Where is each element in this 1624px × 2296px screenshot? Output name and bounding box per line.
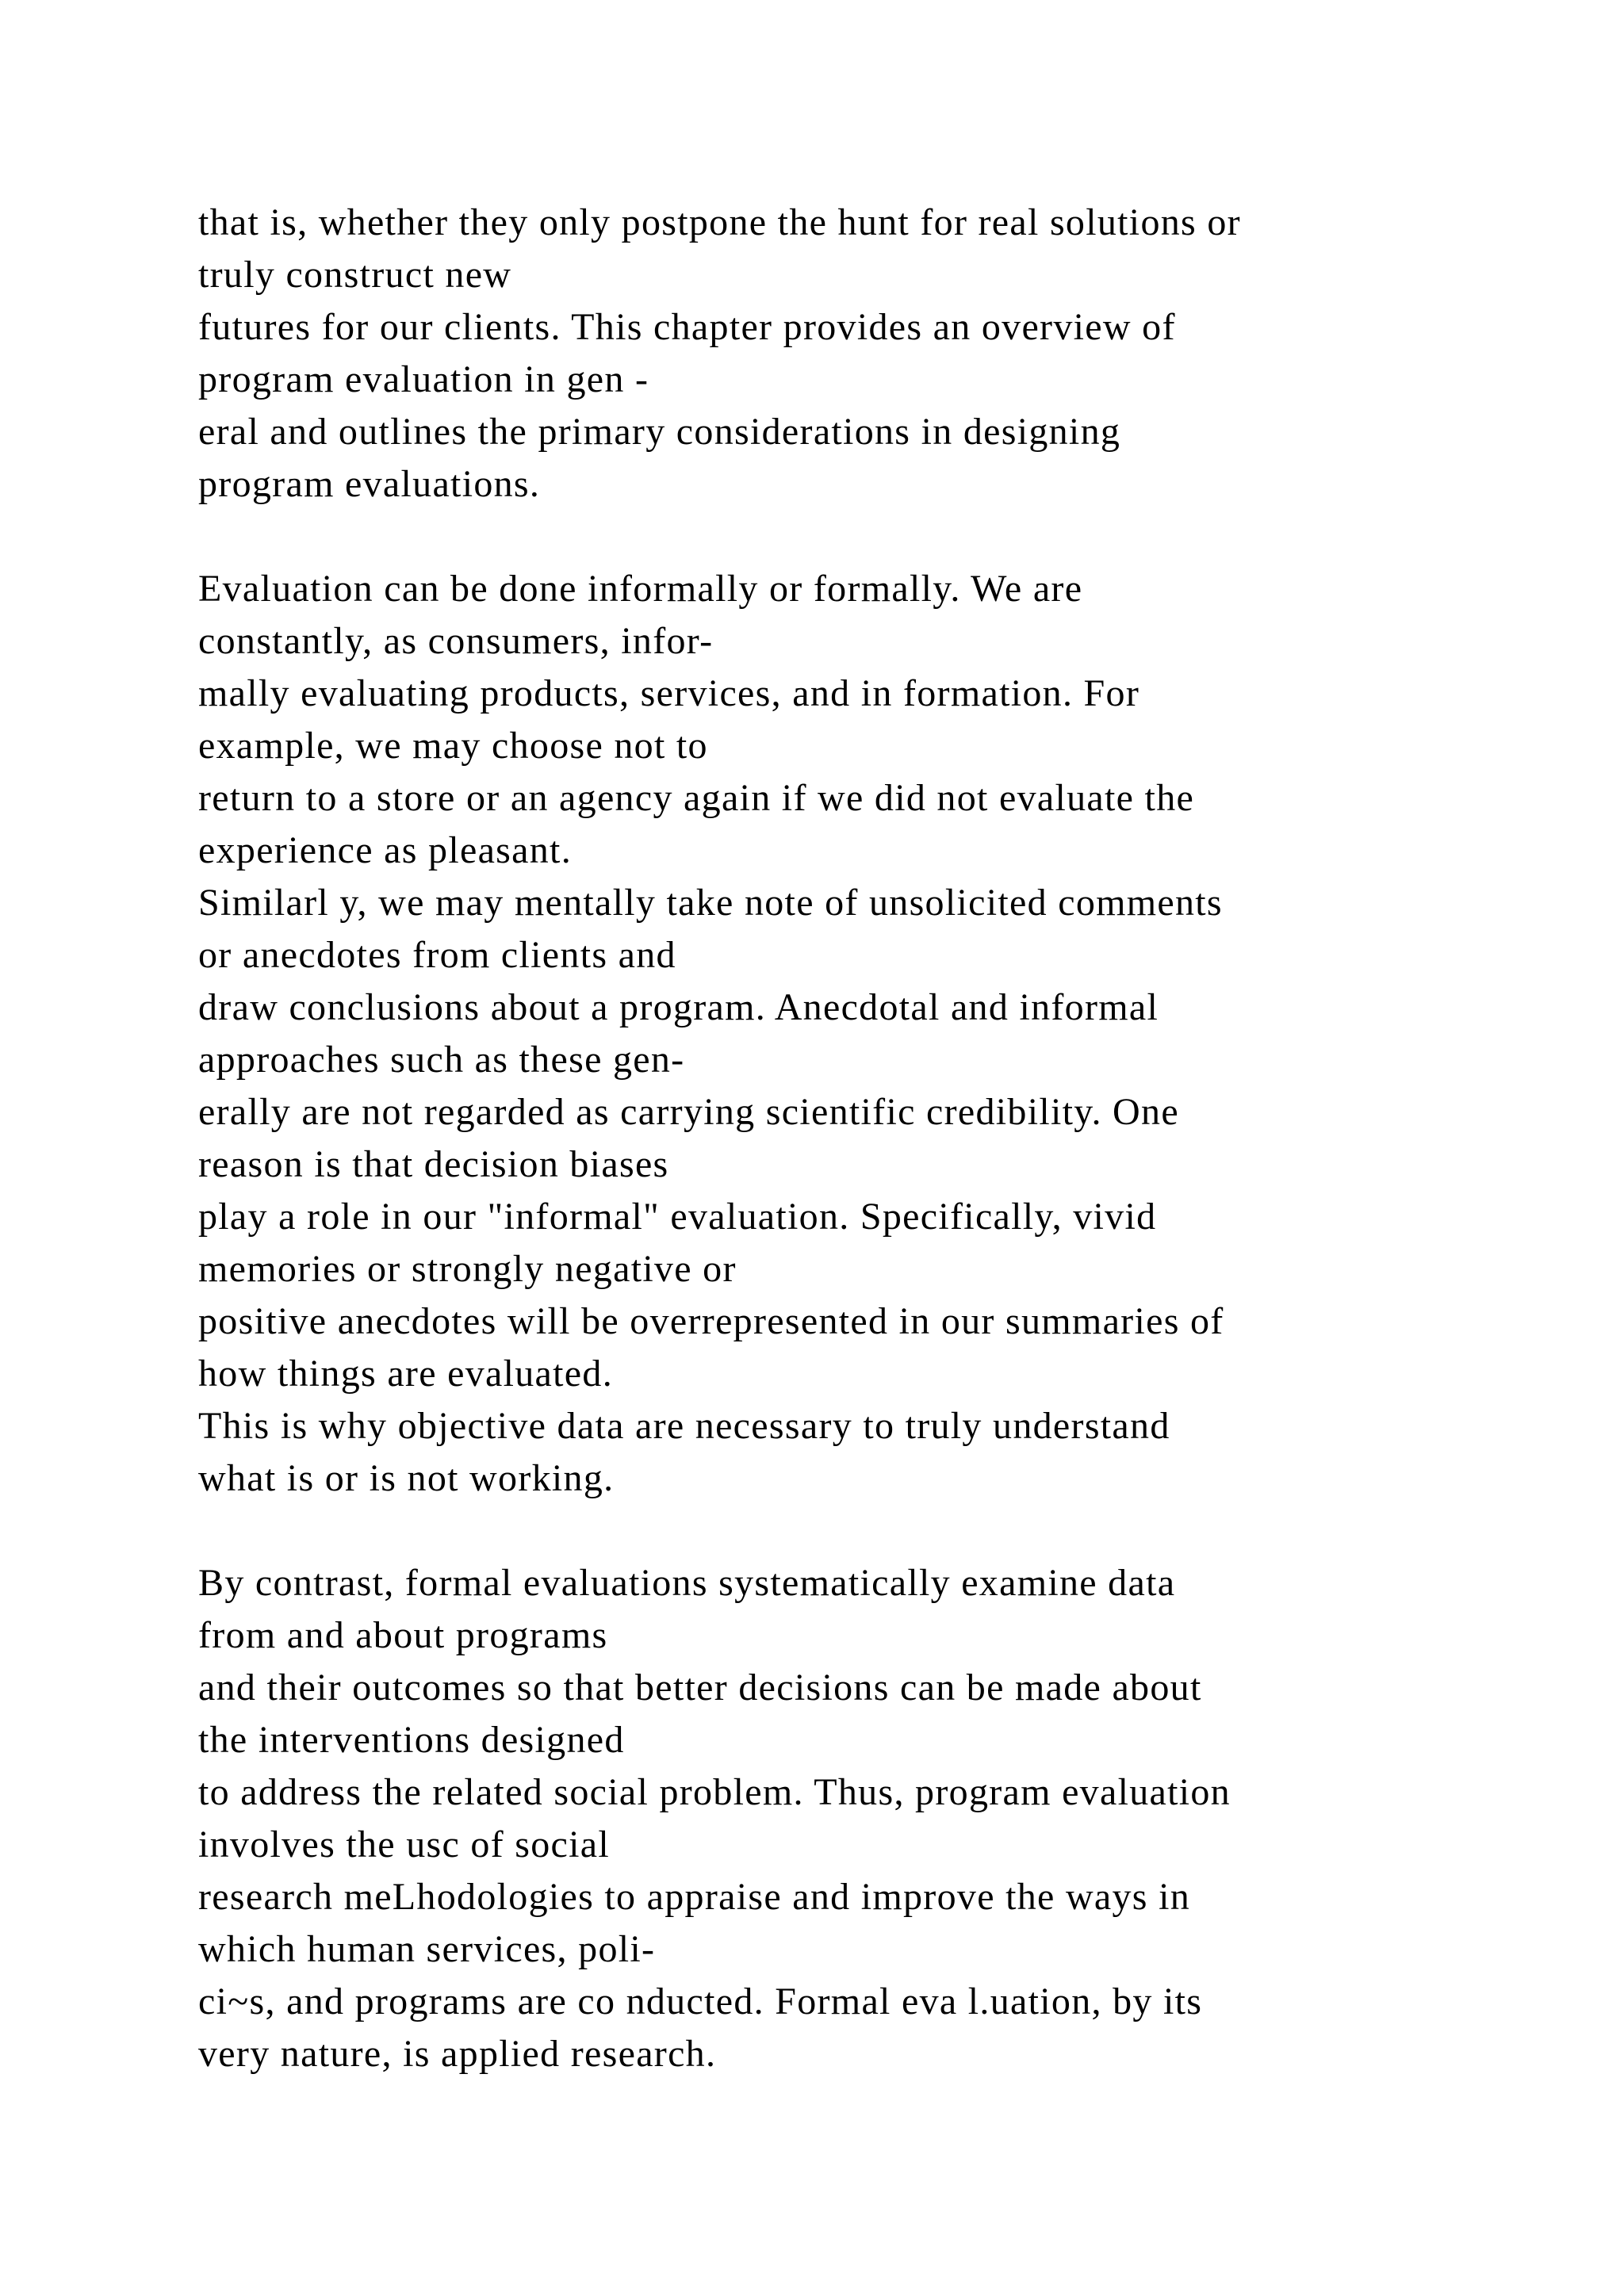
text-line: reason is that decision biases [198, 1143, 669, 1185]
text-line: mally evaluating products, services, and in formation. For [198, 672, 1140, 714]
paragraph-gap [198, 1505, 1546, 1557]
text-line: approaches such as these gen- [198, 1039, 685, 1081]
text-line: and their outcomes so that better decisions can be made about [198, 1667, 1202, 1709]
text-line: which human services, poli- [198, 1928, 656, 1970]
text-line: ci~s, and programs are co nducted. Formal eva l.uation, by its [198, 1980, 1203, 2022]
text-line: constantly, as consumers, infor- [198, 620, 714, 662]
paragraph-gap [198, 511, 1546, 563]
paragraph-2 [198, 563, 1546, 1505]
text-line: research meLhodologies to appraise and improve the ways in [198, 1876, 1191, 1918]
text-line: from and about programs [198, 1614, 608, 1656]
text-line: futures for our clients. This chapter provides an overview of [198, 306, 1176, 348]
text-line: program evaluation in gen - [198, 358, 649, 400]
text-line: By contrast, formal evaluations systematically examine data [198, 1562, 1176, 1604]
text-line: that is, whether they only postpone the hunt for real solutions or [198, 201, 1241, 243]
text-line: program evaluations. [198, 463, 541, 505]
text-line: return to a store or an agency again if we did not evaluate the [198, 777, 1195, 819]
text-line: memories or strongly negative or [198, 1248, 737, 1290]
text-line: how things are evaluated. [198, 1353, 613, 1395]
text-line: positive anecdotes will be overrepresented in our summaries of [198, 1300, 1224, 1342]
text-line: play a role in our "informal" evaluation. Specifically, vivid [198, 1196, 1157, 1238]
text-line: experience as pleasant. [198, 829, 572, 871]
text-line: example, we may choose not to [198, 725, 708, 767]
text-line: erally are not regarded as carrying scientific credibility. One [198, 1091, 1179, 1133]
text-line: or anecdotes from clients and [198, 934, 676, 976]
text-line: draw conclusions about a program. Anecdotal and informal [198, 986, 1159, 1028]
paragraph-3 [198, 1557, 1546, 2080]
text-line: Similarl y, we may mentally take note of unsolicited comments [198, 882, 1223, 924]
text-line: involves the usc of social [198, 1823, 611, 1866]
body-text [198, 197, 1546, 2080]
paragraph-1 [198, 197, 1546, 511]
text-line: what is or is not working. [198, 1457, 615, 1499]
text-line: Evaluation can be done informally or formally. We are [198, 568, 1083, 610]
text-line: This is why objective data are necessary to truly understand [198, 1405, 1170, 1447]
text-line: the interventions designed [198, 1719, 625, 1761]
text-line: very nature, is applied research. [198, 2033, 717, 2075]
text-line: eral and outlines the primary considerations in designing [198, 411, 1121, 453]
text-line: to address the related social problem. Thus, program evaluation [198, 1771, 1231, 1813]
text-line: truly construct new [198, 254, 512, 296]
